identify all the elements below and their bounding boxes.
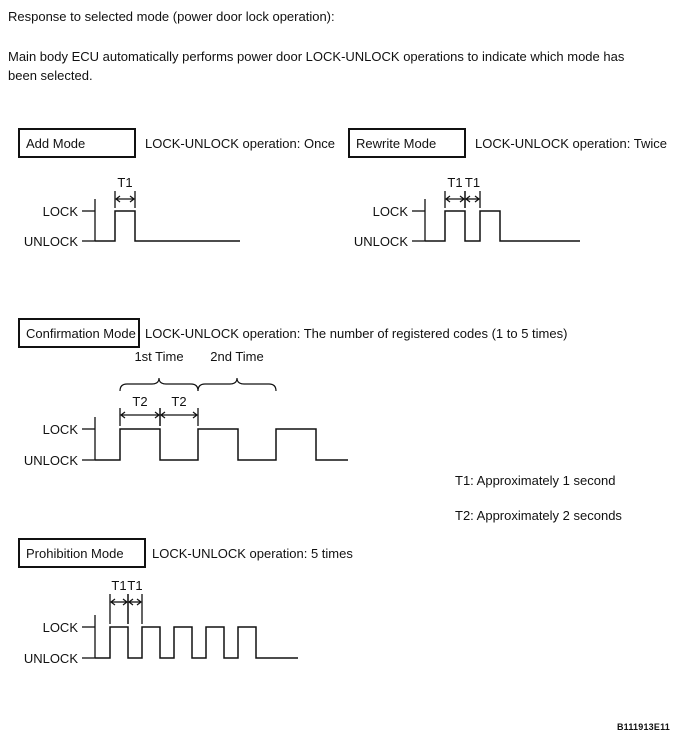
- rewrite-mode-waveform: [348, 172, 608, 264]
- confirmation-mode-operation: LOCK-UNLOCK operation: The number of registered codes (1 to 5 times): [145, 326, 568, 341]
- interval-label: T1: [117, 175, 133, 190]
- add-mode-waveform: [18, 172, 278, 264]
- interval-label: T1: [464, 175, 481, 190]
- prohibition-mode-waveform: [18, 575, 358, 675]
- interval-label: T2: [171, 394, 187, 409]
- unlock-axis-label: UNLOCK: [23, 234, 78, 249]
- cycle-brace: [120, 378, 198, 391]
- prohibition-mode-label: Prohibition Mode: [26, 545, 124, 561]
- lock-axis-label: LOCK: [42, 204, 78, 219]
- add-mode-operation: LOCK-UNLOCK operation: Once: [145, 136, 336, 151]
- unlock-axis-label: UNLOCK: [353, 234, 408, 249]
- interval-label: T2: [132, 394, 148, 409]
- note-t2: T2: Approximately 2 seconds: [455, 508, 622, 523]
- interval-label: T1: [111, 578, 127, 593]
- figure-code: B111913E11: [616, 722, 670, 732]
- confirmation-mode-label: Confirmation Mode: [26, 325, 136, 341]
- confirmation-mode-box: [18, 318, 140, 348]
- lock-unlock-signal: [95, 627, 298, 658]
- intro-paragraph: Main body ECU automatically performs power door LOCK-UNLOCK operations to indicate which mode has been selected.: [8, 49, 625, 83]
- lock-axis-label: LOCK: [42, 620, 78, 635]
- lock-axis-label: LOCK: [372, 204, 408, 219]
- lock-axis-label: LOCK: [42, 422, 78, 437]
- page-heading: Response to selected mode (power door lock operation):: [8, 9, 335, 24]
- cycle-label: 2nd Time: [210, 349, 264, 364]
- lock-unlock-signal: [425, 211, 580, 241]
- add-mode-label: Add Mode: [26, 135, 86, 151]
- interval-label: T1: [447, 175, 463, 190]
- note-t1: T1: Approximately 1 second: [455, 473, 616, 488]
- unlock-axis-label: UNLOCK: [23, 453, 78, 468]
- rewrite-mode-label: Rewrite Mode: [356, 135, 437, 151]
- unlock-axis-label: UNLOCK: [23, 651, 78, 666]
- interval-label: T1: [127, 578, 143, 593]
- add-mode-box: [18, 128, 136, 158]
- rewrite-mode-operation: LOCK-UNLOCK operation: Twice: [475, 136, 667, 151]
- prohibition-mode-operation: LOCK-UNLOCK operation: 5 times: [152, 546, 353, 561]
- cycle-label: 1st Time: [134, 349, 184, 364]
- confirmation-mode-waveform: [18, 345, 398, 477]
- prohibition-mode-box: [18, 538, 146, 568]
- rewrite-mode-box: [348, 128, 466, 158]
- lock-unlock-signal: [95, 211, 240, 241]
- lock-unlock-signal: [95, 429, 348, 460]
- cycle-brace: [198, 378, 276, 391]
